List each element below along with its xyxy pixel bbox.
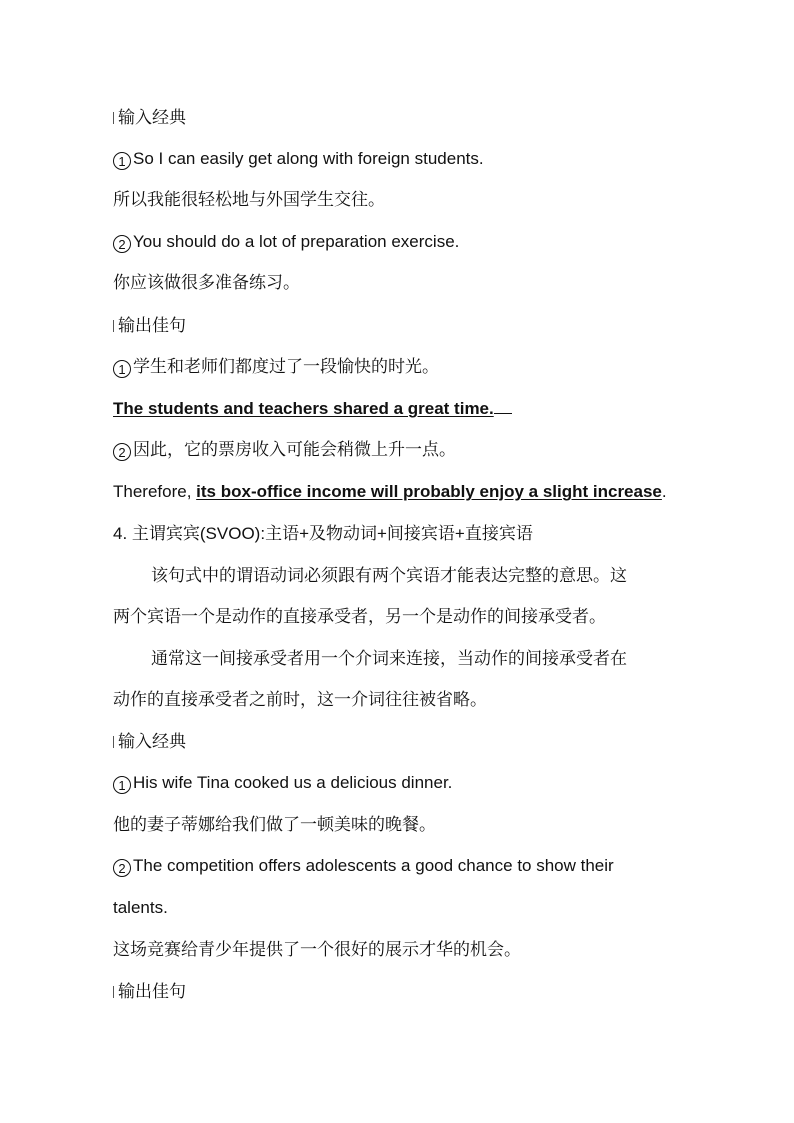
circled-number: 2 [113,859,131,877]
output-prompt-1: 1 学生和老师们都度过了一段愉快的时光。 [113,356,439,378]
output-heading-1: 输出佳句 [113,315,186,337]
input-sentence-1-translation: 所以我能很轻松地与外国学生交往。 [113,190,385,209]
input-sentence-1: 1 So I can easily get along with foreign students. [113,148,484,170]
paragraph-1-line-1: 该句式中的谓语动词必须跟有两个宾语才能表达完整的意思。这 [151,566,627,585]
heading-marker [113,986,114,998]
input-sentence-4: 2 The competition offers adolescents a good chance to show their [113,855,614,877]
input-heading-2: 输入经典 [113,731,186,753]
paragraph-2-line-1: 通常这一间接承受者用一个介词来连接，当动作的间接承受者在 [151,649,627,668]
input-sentence-2: 2 You should do a lot of preparation exercise. [113,231,459,253]
circled-number: 1 [113,152,131,170]
input-heading-1: 输入经典 [113,107,186,129]
heading-marker [113,736,114,748]
circled-number: 1 [113,360,131,378]
input-sentence-4-translation: 这场竞赛给青少年提供了一个很好的展示才华的机会。 [113,940,521,959]
output-prompt-2: 2 因此，它的票房收入可能会稍微上升一点。 [113,439,456,461]
paragraph-2-line-2: 动作的直接承受者之前时，这一介词往往被省略。 [113,690,487,709]
output-answer-1: The students and teachers shared a great time. [113,398,512,420]
heading-marker [113,112,114,124]
section-4-title: 4. 主谓宾宾(SVOO):主语+及物动词+间接宾语+直接宾语 [113,524,533,543]
output-answer-2: Therefore, its box-office income will probably enjoy a slight increase. [113,482,667,501]
answer-blank-line [494,398,512,414]
input-sentence-4-continuation: talents. [113,898,168,917]
output-heading-2: 输出佳句 [113,981,186,1003]
paragraph-1-line-2: 两个宾语一个是动作的直接承受者，另一个是动作的间接承受者。 [113,607,606,626]
circled-number: 1 [113,776,131,794]
input-sentence-2-translation: 你应该做很多准备练习。 [113,273,300,292]
circled-number: 2 [113,443,131,461]
heading-marker [113,320,114,332]
input-sentence-3: 1 His wife Tina cooked us a delicious dinner. [113,772,452,794]
input-sentence-3-translation: 他的妻子蒂娜给我们做了一顿美味的晚餐。 [113,815,436,834]
circled-number: 2 [113,235,131,253]
